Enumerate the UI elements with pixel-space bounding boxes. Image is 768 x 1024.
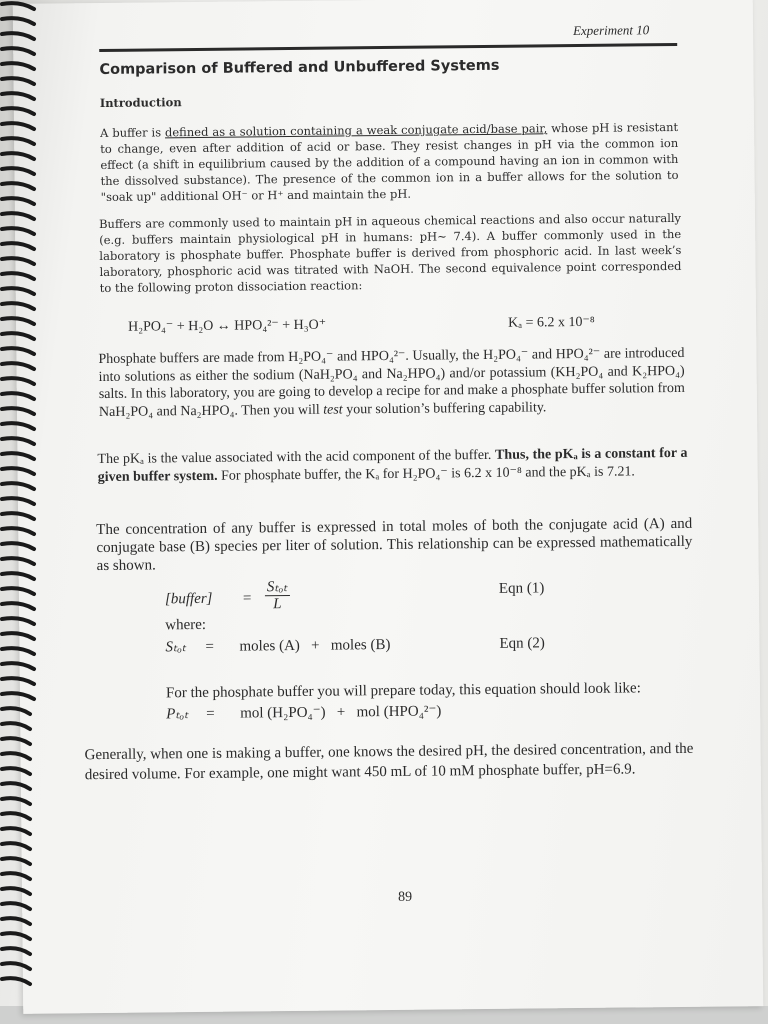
spiral-coil <box>2 978 30 984</box>
eqn3-rhs: mol (H₂PO₄⁻) + mol (HPO₄²⁻) <box>240 703 442 722</box>
spiral-coil <box>2 633 34 639</box>
paragraph-making-buffer: Generally, when one is making a buffer, one knows the desired pH, the desired concentration, and the desired volume. For example, one might want 450 mL of 10 mM phosphate buffer, pH=6.9. <box>84 740 694 784</box>
spiral-coil <box>2 843 30 849</box>
spiral-coil <box>2 648 34 654</box>
spiral-coil <box>2 918 30 924</box>
spiral-coil <box>2 768 30 774</box>
equation-2 <box>165 633 685 660</box>
spiral-coil <box>2 603 34 609</box>
spiral-coil <box>2 363 34 369</box>
spiral-coil <box>2 498 34 504</box>
eqn1-fraction <box>265 579 290 612</box>
spiral-coil <box>2 33 34 39</box>
spiral-coil <box>2 93 34 99</box>
spiral-coil <box>2 408 34 414</box>
spiral-coil <box>2 708 30 714</box>
spiral-coil <box>2 3 34 9</box>
spiral-coil <box>2 513 34 519</box>
paragraph-phosphate-equation-intro: For the phosphate buffer you will prepare today, this equation should look like: <box>165 680 641 702</box>
spiral-coil <box>2 558 34 564</box>
spiral-coil <box>2 723 30 729</box>
spiral-coil <box>2 63 34 69</box>
p3-text: Phosphate buffers are made from H₂PO₄⁻ and HPO₄²⁻. Usually, the H₂PO₄⁻ and HPO₄²⁻ are introduced into solutions as either the sodium (NaH₂PO₄ and Na₂HPO₄) and/or potassium (KH₂PO₄ and K₂HPO₄) salts. In this laboratory, you are going to develop a recipe for and make a phosphate buffer solution from NaH₂PO₄ and Na₂HPO₄. Then you will <box>98 345 685 420</box>
where-label: where: <box>165 616 207 634</box>
paragraph-concentration: The concentration of any buffer is expressed in total moles of both the conjugate acid (A) and conjugate base (B) species per liter of solution. This relationship can be expressed mathematically as shown. <box>96 515 693 575</box>
paragraph-buffer-uses: Buffers are commonly used to maintain pH in aqueous chemical reactions and also occur naturally (e.g. buffers maintain physiological pH in humans: pH~ 7.4). A buffer commonly used in the laboratory is phosphate buffer. Phosphate buffer is derived from phosphoric acid. In last week’s laboratory, phosphoric acid was titrated with NaOH. The second equivalence point corresponded to the following proton dissociation reaction: <box>98 210 682 296</box>
spiral-coil <box>2 858 30 864</box>
eqn1-equals: = <box>242 590 252 607</box>
spiral-coil <box>2 48 34 54</box>
spiral-coil <box>2 318 34 324</box>
p3-end: your solution’s buffering capability. <box>342 399 547 417</box>
p3-italic: test <box>323 401 343 418</box>
p1-underlined: defined as a solution containing a weak conjugate acid/base pair, <box>164 121 548 140</box>
spiral-coil <box>2 693 34 699</box>
eqn2-rhs: moles (A) + moles (B) <box>239 636 391 655</box>
spiral-coil <box>2 963 30 969</box>
spiral-coil <box>2 573 34 579</box>
spiral-coil <box>2 183 34 189</box>
spiral-coil <box>2 333 34 339</box>
section-heading: Introduction <box>99 95 182 110</box>
spiral-coil <box>2 258 34 264</box>
dissociation-reaction <box>128 313 688 336</box>
spiral-coil <box>2 753 30 759</box>
spiral-coil <box>2 438 34 444</box>
spiral-coil <box>2 663 34 669</box>
paragraph-pka <box>97 445 687 486</box>
eqn1-label: Eqn (1) <box>498 580 545 597</box>
p1-text-a: A buffer is <box>100 125 166 140</box>
eqn1-denominator: L <box>273 596 282 613</box>
spiral-coil <box>2 273 34 279</box>
paragraph-buffer-definition <box>100 119 679 205</box>
eqn2-label: Eqn (2) <box>499 635 545 652</box>
spiral-coil <box>2 543 34 549</box>
spiral-coil <box>2 348 34 354</box>
spiral-coil <box>2 453 34 459</box>
header-rule <box>99 43 677 52</box>
spiral-coil <box>2 108 34 114</box>
spiral-binding <box>0 0 40 1024</box>
p4-bold: Thus, the pKₐ is a constant for a given buffer system. <box>97 445 688 485</box>
spiral-coil <box>2 903 30 909</box>
p4-text-a: The pKₐ is the value associated with the acid component of the buffer. <box>97 447 496 468</box>
reaction-equation: H₂PO₄⁻ + H₂O ↔ HPO₄²⁻ + H₃O⁺ <box>128 317 327 335</box>
spiral-coil <box>2 933 30 939</box>
spiral-coil <box>2 813 30 819</box>
eqn2-equals: = <box>205 638 215 655</box>
spiral-coil <box>2 828 30 834</box>
spiral-coil <box>2 138 34 144</box>
equation-1 <box>165 575 685 620</box>
spiral-coil <box>2 18 34 24</box>
spiral-coil <box>2 873 30 879</box>
spiral-coil <box>2 483 34 489</box>
spiral-coil <box>2 123 34 129</box>
eqn1-numerator: Sₜₒₜ <box>265 579 290 596</box>
spiral-coil <box>2 198 34 204</box>
spiral-coil <box>2 678 34 684</box>
page-title: Comparison of Buffered and Unbuffered Systems <box>99 57 500 78</box>
spiral-coil <box>2 213 34 219</box>
spiral-coil <box>2 153 34 159</box>
spiral-coil <box>2 288 34 294</box>
spiral-coil <box>2 78 34 84</box>
eqn3-lhs: Pₜₒₜ <box>166 706 189 723</box>
p4-text-b: For phosphate buffer, the Kₐ for H₂PO₄⁻ is 6.2 x 10⁻⁸ and the pKₐ is 7.21. <box>217 463 635 484</box>
eqn3-equals: = <box>206 705 215 722</box>
spiral-coil <box>2 378 34 384</box>
spiral-coil <box>2 738 30 744</box>
spiral-coil <box>2 168 34 174</box>
paragraph-phosphate-buffers <box>98 345 685 421</box>
page-number: 89 <box>398 889 413 905</box>
spiral-coil <box>2 783 30 789</box>
running-head: Experiment 10 <box>572 22 650 39</box>
eqn2-lhs: Sₜₒₜ <box>165 639 187 656</box>
spiral-coil <box>2 528 34 534</box>
p1-text-b: whose pH is resistant to change, even after addition of acid or base. They resist changes in pH via the common ion effect (a shift in equilibrium caused by the addition of a compound having an ion in common with the dissolved substance). The presence of the common ion in a buffer allows for the solution to "soak up" additional OH⁻ or H⁺ and maintain the pH. <box>100 119 679 204</box>
document-page <box>13 0 764 1014</box>
spiral-coil <box>2 798 30 804</box>
spiral-coil <box>2 393 34 399</box>
spiral-coil <box>2 948 30 954</box>
spiral-coil <box>2 243 34 249</box>
spiral-coil <box>2 888 30 894</box>
spiral-coil <box>2 423 34 429</box>
spiral-coil <box>2 303 34 309</box>
spiral-coil <box>2 618 34 624</box>
spiral-coil <box>2 228 34 234</box>
spiral-coil <box>2 468 34 474</box>
eqn1-lhs: [buffer] <box>164 590 213 608</box>
equation-3 <box>166 700 686 727</box>
spiral-coil <box>2 588 34 594</box>
ka-value: Kₐ = 6.2 x 10⁻⁸ <box>508 314 595 331</box>
